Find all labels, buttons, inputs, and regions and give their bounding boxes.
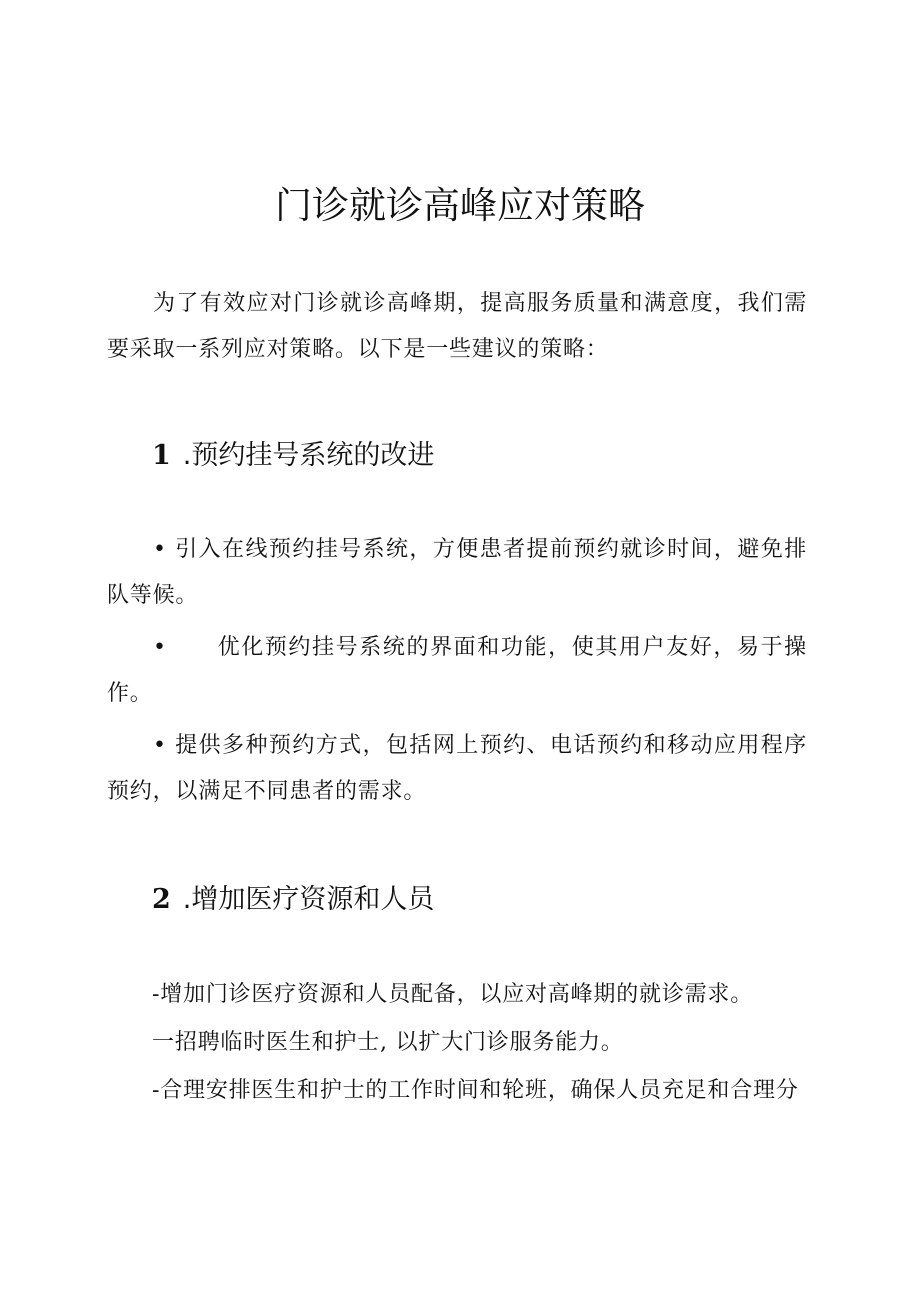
list-item: [107, 723, 807, 815]
bullet-marker: •: [153, 733, 167, 758]
list-item: [152, 1068, 832, 1114]
dash-marker: 一: [152, 1030, 175, 1055]
dash-marker: -: [152, 982, 161, 1007]
list-item-text: 合理安排医生和护士的工作时间和轮班，确保人员充足和合理分: [160, 1078, 799, 1103]
section-number: 1: [152, 440, 171, 471]
section-heading-1: [152, 436, 434, 476]
bullet-marker: •: [153, 635, 167, 660]
list-item-text: 引入在线预约挂号系统，方便患者提前预约就诊时间，避免排队等候。: [107, 537, 807, 608]
page-title: 门诊就诊高峰应对策略: [275, 184, 645, 227]
list-item: [152, 1020, 832, 1066]
list-item: [152, 972, 832, 1018]
section-title: .预约挂号系统的改进: [182, 440, 435, 471]
list-item-text: 优化预约挂号系统的界面和功能，使其用户友好，易于操作。: [107, 635, 807, 706]
bullet-marker: •: [153, 537, 167, 562]
list-item-text: 招聘临时医生和护士, 以扩大门诊服务能力。: [174, 1030, 624, 1055]
section-title: .增加医疗资源和人员: [182, 884, 435, 915]
section-heading-2: [152, 880, 434, 920]
list-item: [107, 527, 807, 619]
dash-marker: -: [152, 1078, 161, 1103]
section-number: 2: [152, 884, 171, 915]
list-item-text: 提供多种预约方式，包括网上预约、电话预约和移动应用程序预约，以满足不同患者的需求。: [107, 733, 807, 804]
list-item: [107, 625, 807, 717]
list-item-text: 增加门诊医疗资源和人员配备，以应对高峰期的就诊需求。: [160, 982, 754, 1007]
intro-paragraph: 为了有效应对门诊就诊高峰期，提高服务质量和满意度，我们需要采取一系列应对策略。以下是一些建议的策略：: [107, 291, 807, 362]
